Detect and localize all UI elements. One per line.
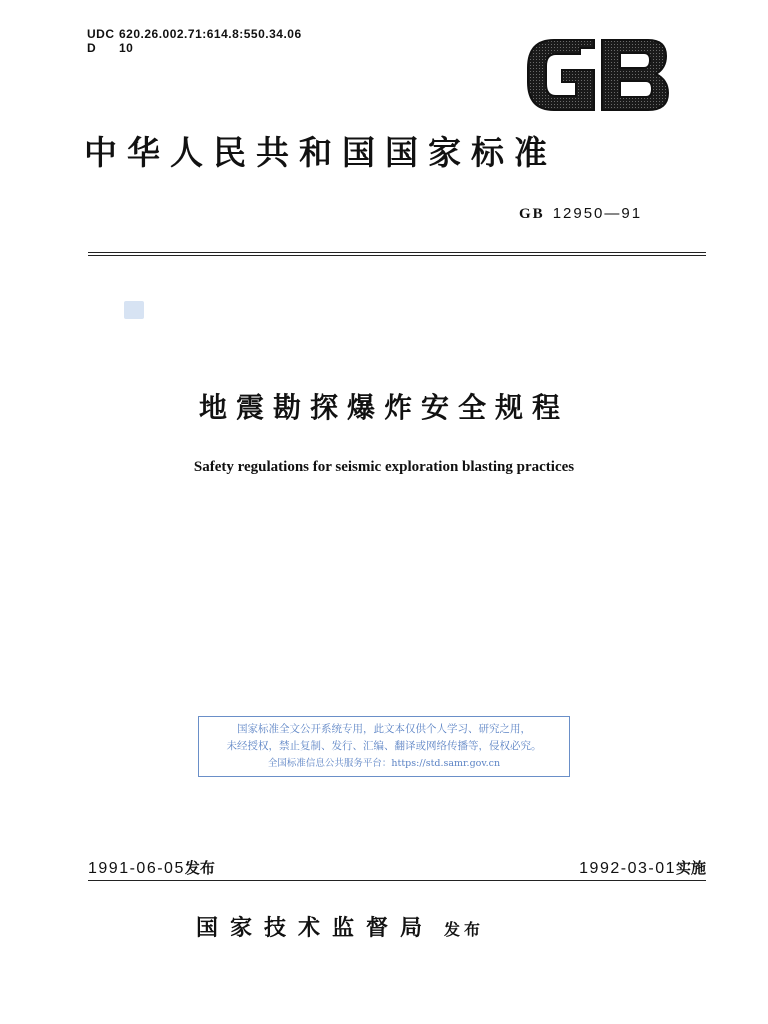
publisher	[196, 914, 484, 945]
document-title-en: Safety regulations for seismic exploration blasting practices	[193, 459, 575, 475]
classification-key: D	[87, 41, 97, 55]
classification-value: 10	[119, 41, 134, 55]
platform-watermark-icon	[124, 301, 144, 319]
footer-divider-line	[88, 880, 706, 881]
notice-line-1: 国家标准全文公开系统专用，此文本仅供个人学习、研究之用，	[237, 723, 531, 735]
implementation-date-suffix: 实施	[675, 859, 706, 877]
udc-value: 620.26.002.71:614.8:550.34.06	[119, 27, 302, 41]
gb-logo	[524, 38, 670, 112]
publisher-suffix: 发布	[444, 920, 485, 939]
usage-notice-box	[198, 716, 570, 777]
gb-letter-b	[602, 40, 668, 110]
header-divider-line	[88, 252, 706, 253]
issue-date-suffix: 发布	[184, 859, 215, 877]
implementation-date-value: 1992-03-01	[579, 860, 676, 877]
gb-letter-g	[528, 40, 594, 110]
gb-logo-mark	[524, 38, 670, 112]
standard-code-number: 12950—91	[552, 205, 643, 222]
standard-code-prefix: GB	[519, 206, 545, 222]
notice-line-2: 未经授权，禁止复制、发行、汇编、翻译或网络传播等，侵权必究。	[226, 740, 542, 752]
udc-key: UDC	[87, 27, 115, 41]
implementation-date	[579, 857, 706, 880]
header-divider-line-secondary	[88, 255, 706, 256]
publisher-name: 国家技术监督局	[196, 916, 435, 941]
issue-date-value: 1991-06-05	[88, 860, 185, 877]
national-standard-title: 中华人民共和国国家标准	[84, 133, 557, 172]
notice-line-3: 全国标准信息公共服务平台：https://std.samr.gov.cn	[267, 758, 501, 769]
udc-block	[87, 27, 302, 55]
issue-date	[88, 857, 215, 880]
document-title-cn: 地震勘探爆炸安全规程	[198, 391, 569, 424]
udc-row	[87, 27, 302, 41]
standard-code	[519, 205, 642, 223]
classification-row	[87, 41, 302, 55]
